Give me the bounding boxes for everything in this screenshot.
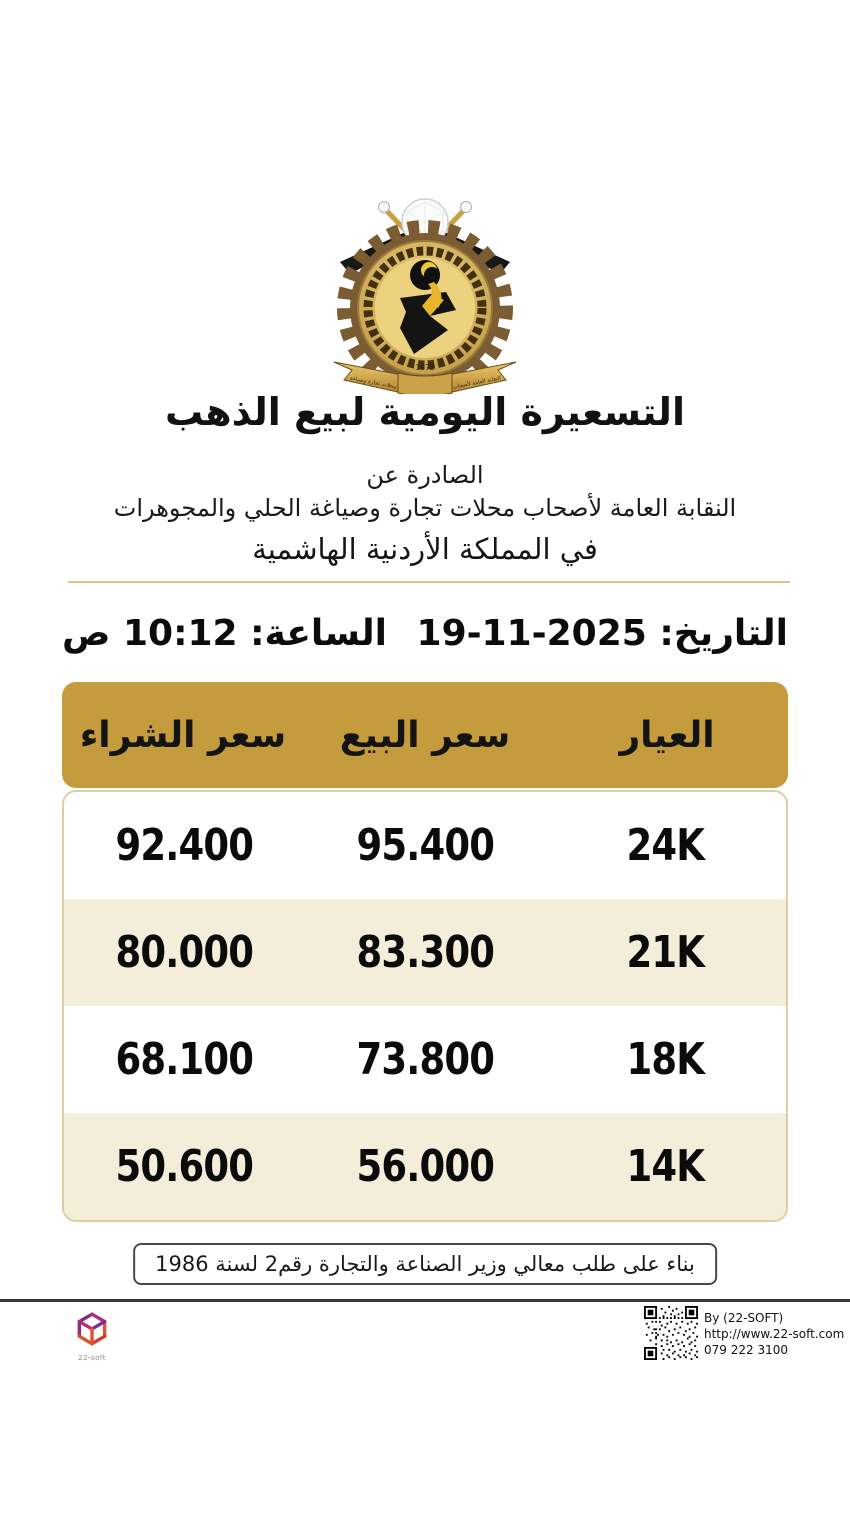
buy-price-cell: 80.000 [115, 927, 254, 978]
sell-price-cell: 95.400 [356, 820, 494, 871]
buy-price-cell: 68.100 [115, 1034, 254, 1085]
sell-price-cell: 56.000 [356, 1141, 494, 1192]
table-header [62, 682, 788, 788]
time-value: 10:12 ص [62, 612, 238, 654]
date-value: 19-11-2025 [416, 612, 647, 654]
gold-divider [68, 581, 790, 583]
vendor-phone: 079 222 3100 [704, 1343, 788, 1358]
issued-by-line: الصادرة عن [366, 461, 484, 489]
price-table [62, 790, 788, 1222]
sell-price-cell: 73.800 [356, 1034, 494, 1085]
datetime-row [62, 604, 788, 662]
buy-price-cell: 92.400 [115, 820, 254, 871]
ribbon-text-left: محلات تجارة وصياغة [349, 375, 397, 391]
kingdom-line: في المملكة الأردنية الهاشمية [252, 532, 598, 566]
karat-cell: 24K [626, 820, 705, 871]
column-header-sell: سعر البيع [339, 714, 511, 756]
time-field [62, 613, 387, 654]
time-label: الساعة: [250, 612, 387, 654]
karat-cell: 14K [626, 1141, 705, 1192]
footer-divider [0, 1299, 850, 1302]
syndicate-name-line: النقابة العامة لأصحاب محلات تجارة وصياغة الحلي والمجوهرات [113, 494, 737, 522]
karat-cell: 18K [626, 1034, 705, 1085]
emblem-graphic [320, 178, 530, 394]
cube-logo-icon [74, 1311, 110, 1349]
page-title: التسعيرة اليومية لبيع الذهب [165, 390, 685, 434]
date-label: التاريخ: [659, 612, 788, 654]
vendor-logo-caption: 22-soft [78, 1354, 106, 1362]
vendor-website: http://www.22-soft.com [704, 1327, 845, 1342]
vendor-logo [70, 1311, 114, 1362]
table-row [64, 792, 786, 899]
karat-cell: 21K [626, 927, 705, 978]
buy-price-cell: 50.600 [115, 1141, 254, 1192]
vendor-info [644, 1306, 844, 1360]
vendor-byline: By (22-SOFT) [704, 1311, 784, 1325]
table-row [64, 1006, 786, 1113]
legal-note: بناء على طلب معالي وزير الصناعة والتجارة رقم2 لسنة 1986 [133, 1243, 717, 1285]
qr-code-icon [644, 1306, 698, 1360]
ribbon-text-right: النقابة العامة لأصحاب [452, 375, 502, 391]
column-header-buy: سعر الشراء [79, 714, 287, 756]
table-row [64, 899, 786, 1006]
date-field [417, 613, 788, 654]
sell-price-cell: 83.300 [356, 927, 494, 978]
founded-year-label: 1972 [415, 363, 435, 372]
table-row [64, 1113, 786, 1220]
column-header-karat: العيار [619, 714, 715, 756]
syndicate-emblem-icon [320, 178, 530, 394]
